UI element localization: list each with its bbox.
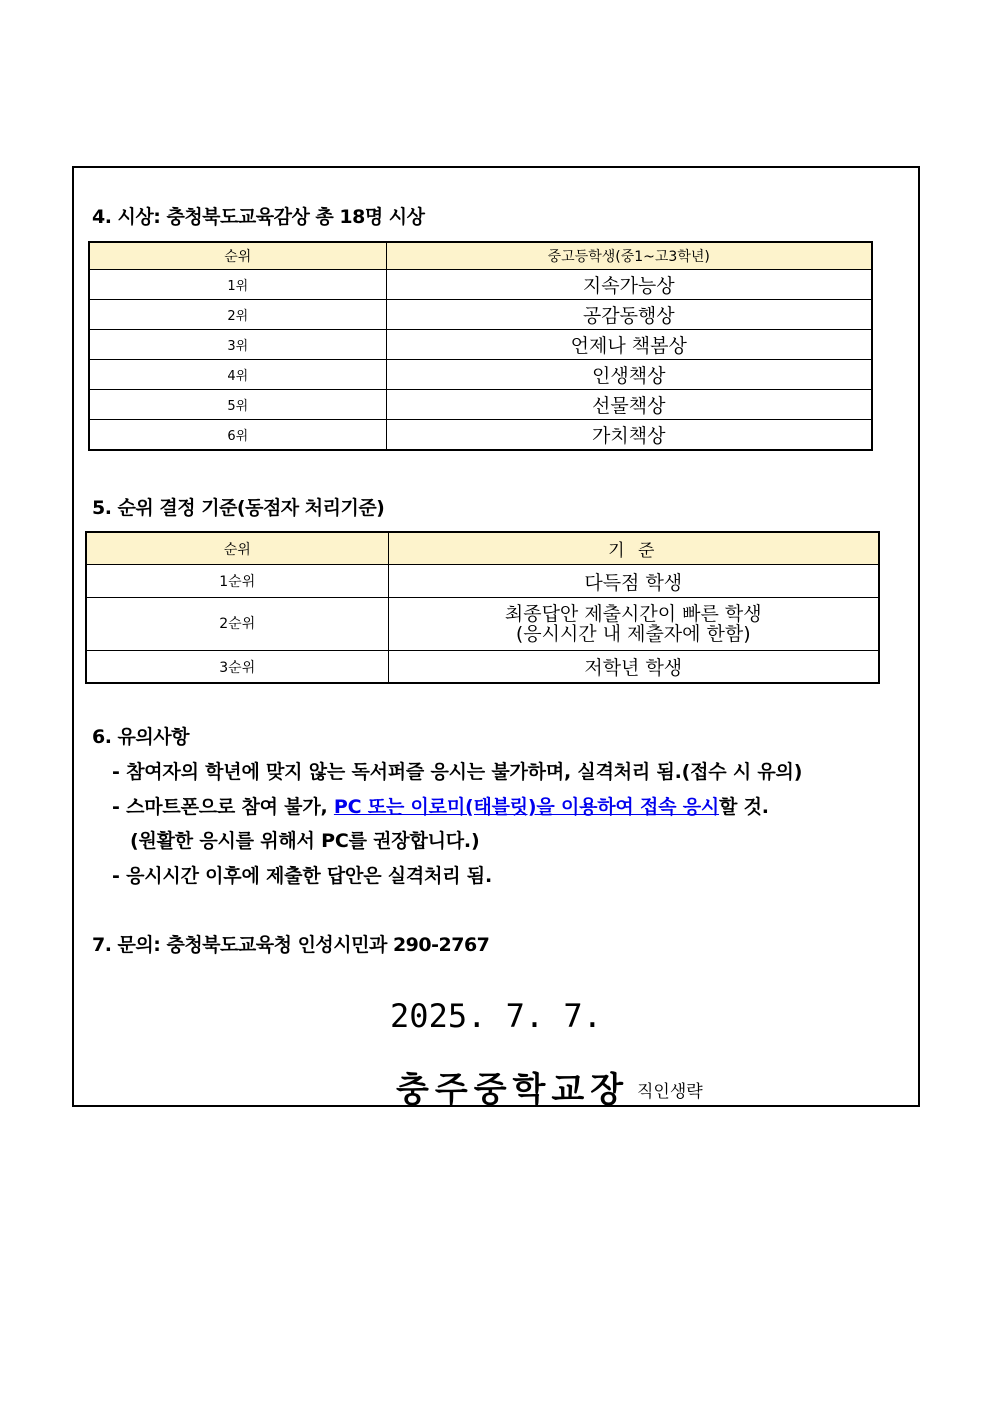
notice-item-3: - 응시시간 이후에 제출한 답안은 실격처리 됨.: [112, 865, 492, 887]
section4-heading: 4. 시상: 충청북도교육감상 총 18명 시상: [92, 206, 425, 228]
rank-cell: 3순위: [86, 651, 388, 684]
rank-cell: 3위: [89, 330, 386, 360]
rank-cell: 5위: [89, 390, 386, 420]
rank-cell: 6위: [89, 420, 386, 451]
rank-cell: 2위: [89, 300, 386, 330]
tiebreak-table: [85, 531, 880, 684]
table-row: [86, 598, 879, 651]
criteria-cell: [388, 598, 879, 651]
seal-omitted-note: 직인생략: [637, 1082, 703, 1102]
criteria-cell: 다득점 학생: [388, 565, 879, 598]
notice-item-2-suffix: 할 것.: [719, 796, 769, 818]
rank-cell: 4위: [89, 360, 386, 390]
rank-header: 순위: [89, 242, 386, 270]
section5-heading: 5. 순위 결정 기준(동점자 처리기준): [92, 497, 385, 519]
prize-cell: 언제나 책봄상: [386, 330, 872, 360]
prize-cell: 지속가능상: [386, 270, 872, 300]
rank-cell: 1위: [89, 270, 386, 300]
rank-header: 순위: [86, 532, 388, 565]
notice-item-1: - 참여자의 학년에 맞지 않는 독서퍼즐 응시는 불가하며, 실격처리 됨.(접수 시 유의): [112, 761, 803, 783]
table-row: [89, 330, 872, 360]
prize-cell: 인생책상: [386, 360, 872, 390]
table-header-row: [86, 532, 879, 565]
students-header: 중고등학생(중1~고3학년): [386, 242, 872, 270]
prize-cell: 가치책상: [386, 420, 872, 451]
school-principal: 충주중학교장: [396, 1070, 630, 1110]
criteria-subline: (응시시간 내 제출자에 한함): [515, 623, 751, 645]
criteria-header: 기 준: [388, 532, 879, 565]
table-row: [86, 651, 879, 684]
table-row: [89, 360, 872, 390]
table-row: [89, 390, 872, 420]
notice-item-2-prefix: - 스마트폰으로 참여 불가,: [112, 796, 334, 818]
notice-item-2: [112, 792, 769, 819]
table-row: [89, 270, 872, 300]
table-row: [86, 565, 879, 598]
table-row: [89, 300, 872, 330]
criteria-line: 최종답안 제출시간이 빠른 학생: [504, 603, 762, 625]
rank-cell: 1순위: [86, 565, 388, 598]
document-date: 2025. 7. 7.: [390, 997, 602, 1035]
rank-cell: 2순위: [86, 598, 388, 651]
awards-table: [88, 241, 873, 451]
prize-cell: 공감동행상: [386, 300, 872, 330]
table-row: [89, 420, 872, 451]
section7-heading: 7. 문의: 충청북도교육청 인성시민과 290-2767: [92, 934, 490, 956]
criteria-cell: 저학년 학생: [388, 651, 879, 684]
section6-heading: 6. 유의사항: [92, 726, 189, 748]
prize-cell: 선물책상: [386, 390, 872, 420]
notice-item-2-sub: (원활한 응시를 위해서 PC를 권장합니다.): [130, 830, 480, 852]
table-header-row: [89, 242, 872, 270]
access-method-link[interactable]: PC 또는 이로미(태블릿)을 이용하여 접속 응시: [333, 796, 720, 818]
